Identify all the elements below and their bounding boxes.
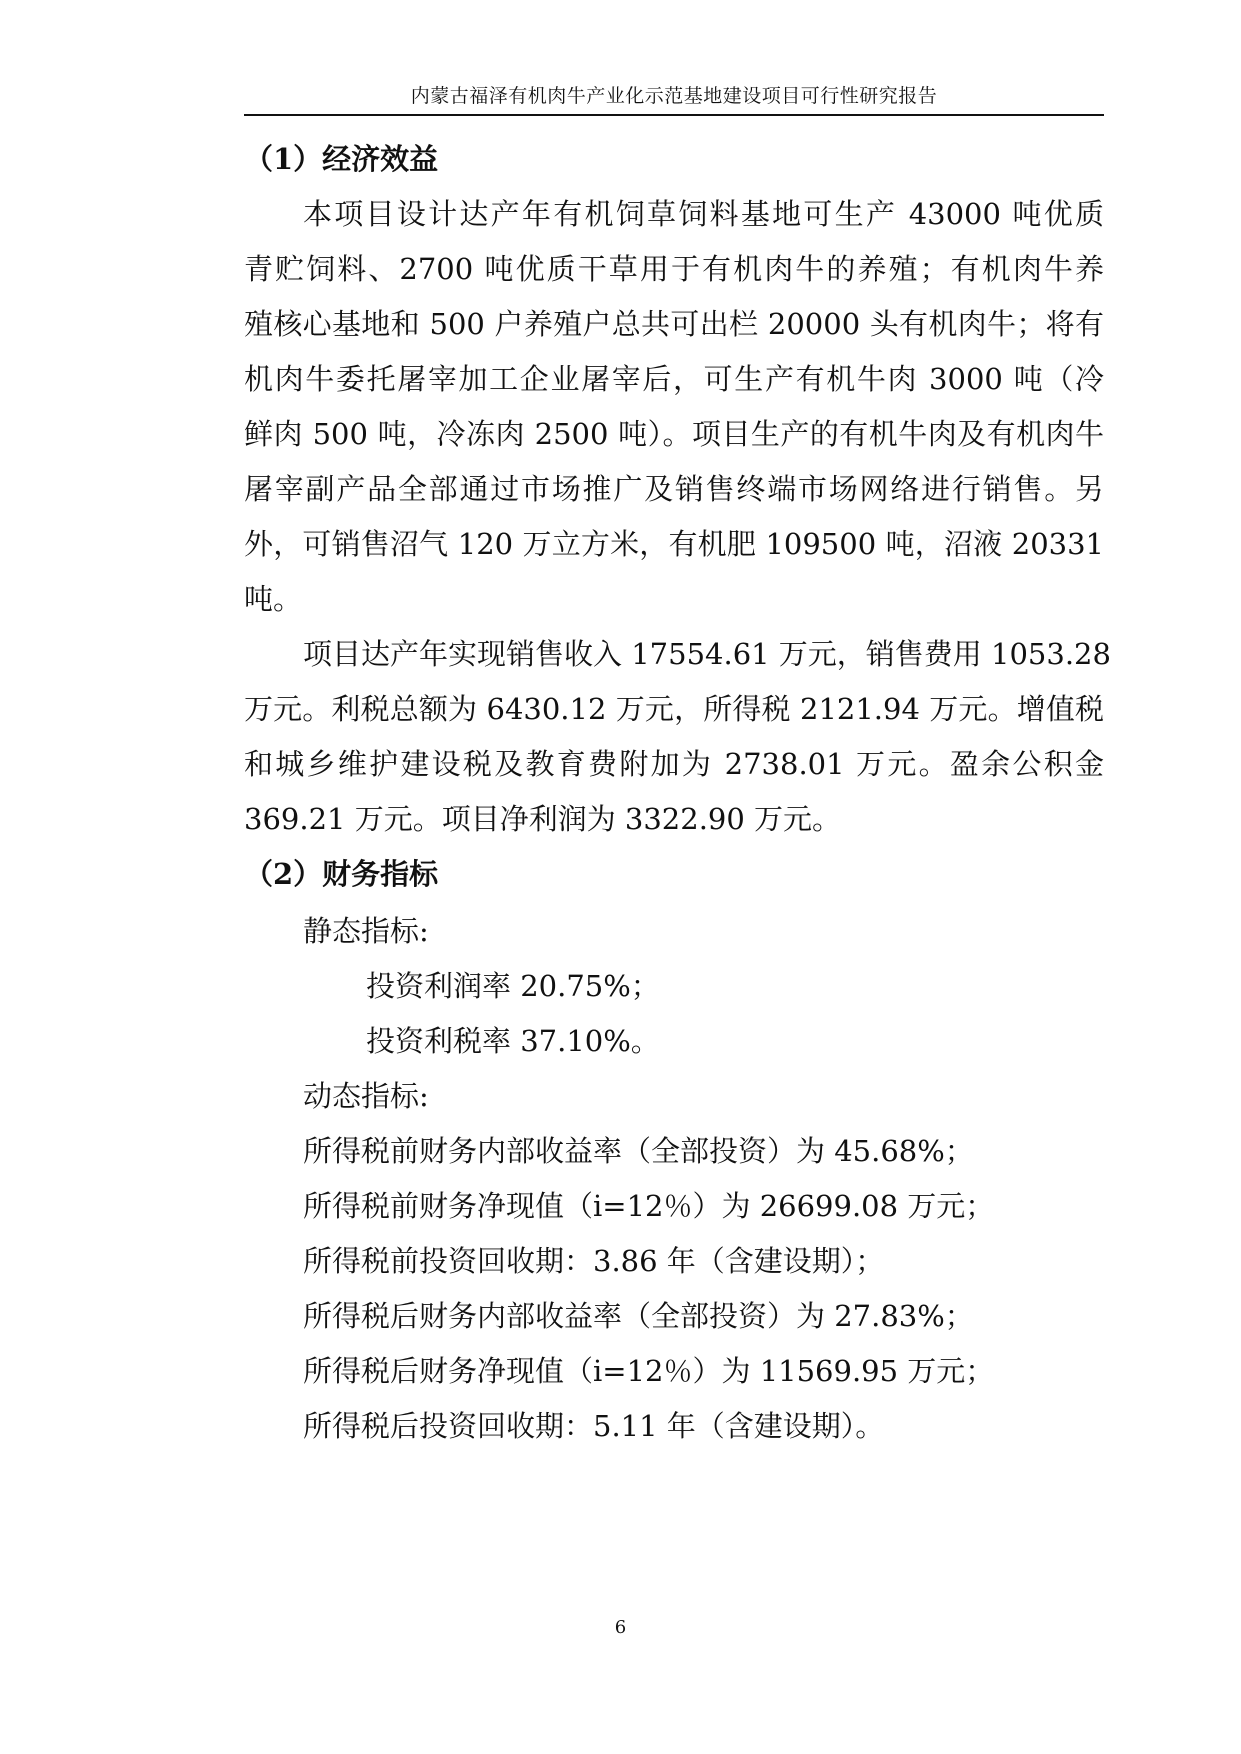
dynamic-indicator-item: 所得税前投资回收期：3.86 年（含建设期）； xyxy=(303,1244,885,1278)
paragraph-line: 369.21 万元。项目净利润为 3322.90 万元。 xyxy=(244,802,842,836)
paragraph-line: 机肉牛委托屠宰加工企业屠宰后，可生产有机牛肉 3000 吨（冷 xyxy=(244,362,1104,396)
running-header: 内蒙古福泽有机肉牛产业化示范基地建设项目可行性研究报告 xyxy=(410,85,938,107)
paragraph-line: 项目达产年实现销售收入 17554.61 万元，销售费用 1053.28 xyxy=(303,637,1111,671)
paragraph-line: 和城乡维护建设税及教育费附加为 2738.01 万元。盈余公积金 xyxy=(244,747,1104,781)
dynamic-indicator-item: 所得税前财务净现值（i=12％）为 26699.08 万元； xyxy=(303,1189,995,1223)
paragraph-line: 万元。利税总额为 6430.12 万元，所得税 2121.94 万元。增值税 xyxy=(244,692,1104,726)
static-indicator-item: 投资利税率 37.10%。 xyxy=(366,1024,660,1058)
paragraph-line: 本项目设计达产年有机饲草饲料基地可生产 43000 吨优质 xyxy=(303,197,1104,231)
section-heading-financial-indicators: （2）财务指标 xyxy=(244,857,439,891)
section-heading-economic-benefit: （1）经济效益 xyxy=(244,142,439,176)
static-indicator-item: 投资利润率 20.75%； xyxy=(366,969,660,1003)
paragraph-line: 屠宰副产品全部通过市场推广及销售终端市场网络进行销售。另 xyxy=(244,472,1104,506)
paragraph-line: 外，可销售沼气 120 万立方米，有机肥 109500 吨，沼液 20331 xyxy=(244,527,1104,561)
page-number: 6 xyxy=(614,1617,627,1638)
paragraph-line: 鲜肉 500 吨，冷冻肉 2500 吨）。项目生产的有机牛肉及有机肉牛 xyxy=(244,417,1104,451)
static-indicators-label: 静态指标: xyxy=(303,914,429,948)
paragraph-line: 殖核心基地和 500 户养殖户总共可出栏 20000 头有机肉牛；将有 xyxy=(244,307,1104,341)
dynamic-indicators-label: 动态指标: xyxy=(303,1079,429,1113)
dynamic-indicator-item: 所得税后财务内部收益率（全部投资）为 27.83%； xyxy=(303,1299,974,1333)
dynamic-indicator-item: 所得税后财务净现值（i=12％）为 11569.95 万元； xyxy=(303,1354,995,1388)
dynamic-indicator-item: 所得税后投资回收期：5.11 年（含建设期）。 xyxy=(303,1409,885,1443)
paragraph-line: 青贮饲料、2700 吨优质干草用于有机肉牛的养殖；有机肉牛养 xyxy=(244,252,1104,286)
paragraph-line: 吨。 xyxy=(244,582,303,616)
header-divider xyxy=(244,114,1104,116)
dynamic-indicator-item: 所得税前财务内部收益率（全部投资）为 45.68%； xyxy=(303,1134,974,1168)
